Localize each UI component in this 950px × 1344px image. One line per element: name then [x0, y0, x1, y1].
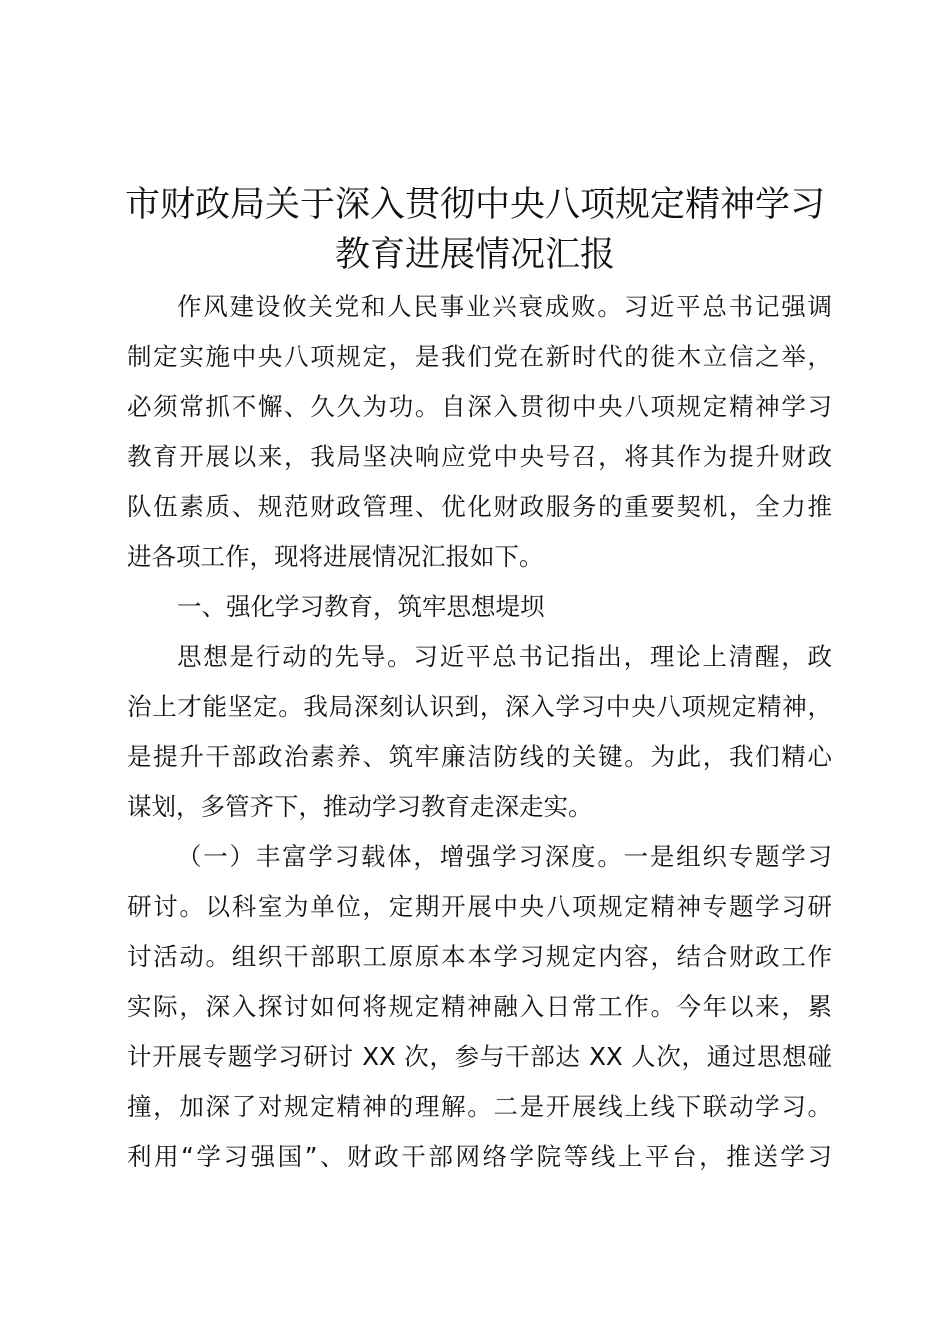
document-title — [100, 180, 850, 280]
body-line: 思想是行动的先导。习近平总书记指出，理论上清醒，政 — [177, 642, 832, 671]
body-line: 作风建设攸关党和人民事业兴衰成败。习近平总书记强调 — [177, 292, 832, 321]
body-line: 制定实施中央八项规定，是我们党在新时代的徙木立信之举， — [127, 342, 832, 371]
body-line: （一）丰富学习载体，增强学习深度。一是组织专题学习 — [177, 842, 832, 871]
body-line: 利用“学习强国”、财政干部网络学院等线上平台，推送学习 — [127, 1142, 832, 1171]
body-line: 实际，深入探讨如何将规定精神融入日常工作。今年以来，累 — [127, 992, 832, 1021]
title-line-1: 市财政局关于深入贯彻中央八项规定精神学习 — [124, 185, 825, 225]
section-heading: 一、强化学习教育，筑牢思想堤坝 — [177, 592, 545, 621]
body-line: 进各项工作，现将进展情况汇报如下。 — [127, 542, 544, 571]
title-line-2: 教育进展情况汇报 — [334, 235, 615, 275]
body-line: 计开展专题学习研讨 XX 次，参与干部达 XX 人次，通过思想碰 — [127, 1042, 832, 1071]
body-line: 必须常抓不懈、久久为功。自深入贯彻中央八项规定精神学习 — [127, 392, 832, 421]
body-line: 治上才能坚定。我局深刻认识到，深入学习中央八项规定精神， — [127, 692, 832, 721]
body-line: 研讨。以科室为单位，定期开展中央八项规定精神专题学习研 — [127, 892, 832, 921]
body-line: 教育开展以来，我局坚决响应党中央号召，将其作为提升财政 — [127, 442, 832, 471]
body-line: 撞，加深了对规定精神的理解。二是开展线上线下联动学习。 — [127, 1092, 832, 1121]
body-line: 谋划，多管齐下，推动学习教育走深走实。 — [127, 792, 593, 821]
body-line: 队伍素质、规范财政管理、优化财政服务的重要契机，全力推 — [127, 492, 832, 521]
body-line: 是提升干部政治素养、筑牢廉洁防线的关键。为此，我们精心 — [127, 742, 832, 771]
body-line: 讨活动。组织干部职工原原本本学习规定内容，结合财政工作 — [127, 942, 832, 971]
document-body — [127, 282, 832, 1182]
